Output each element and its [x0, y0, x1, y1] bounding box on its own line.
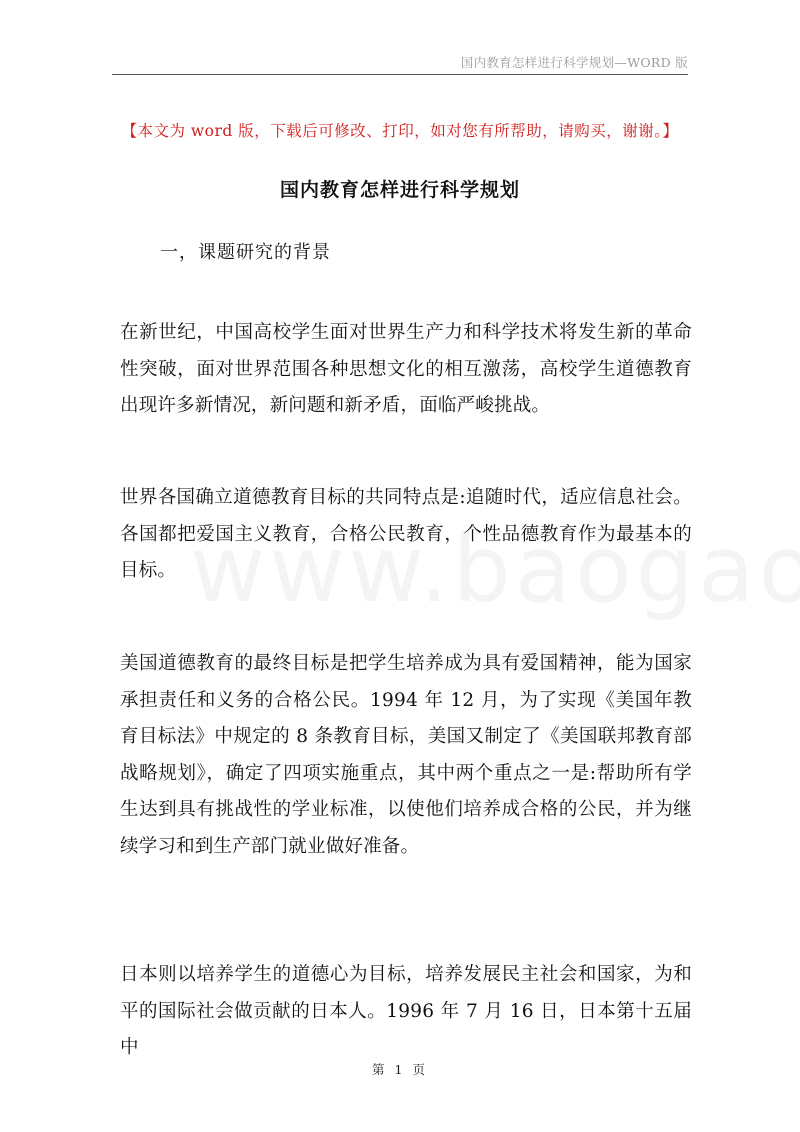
document-title: 国内教育怎样进行科学规划	[279, 179, 520, 201]
paragraph-4: 日本则以培养学生的道德心为目标，培养发展民主社会和国家，为和平的国际社会做贡献的日本人。1996 年 7 月 16 日，日本第十五届中	[120, 964, 692, 1058]
purchase-notice: 【本文为 word 版，下载后可修改、打印，如对您有所帮助，请购买，谢谢。】	[121, 122, 679, 140]
paragraph-3: 美国道德教育的最终目标是把学生培养成为具有爱国精神，能为国家承担责任和义务的合格公民。1994 年 12 月，为了实现《美国年教育目标法》中规定的 8 条教育目标，美国又制定了《美国联邦教育部战略规划》，确定了四项实施重点，其中两个重点之一是:帮助所有学生达到具有挑战性的学业标准，以使他们培养成合格的公民，并为继续学习和到生产部门就业做好准备。	[120, 653, 692, 857]
page-number: 第 1 页	[372, 1062, 428, 1077]
running-header: 国内教育怎样进行科学规划—WORD 版	[460, 55, 688, 70]
section-heading: 一，课题研究的背景	[160, 242, 331, 263]
header-divider	[112, 74, 688, 75]
paragraph-1: 在新世纪，中国高校学生面对世界生产力和科学技术将发生新的革命性突破，面对世界范围各种思想文化的相互激荡，高校学生道德教育出现许多新情况，新问题和新矛盾，面临严峻挑战。	[120, 322, 692, 416]
paragraph-2: 世界各国确立道德教育目标的共同特点是:追随时代，适应信息社会。各国都把爱国主义教育，合格公民教育，个性品德教育作为最基本的目标。	[120, 487, 692, 581]
